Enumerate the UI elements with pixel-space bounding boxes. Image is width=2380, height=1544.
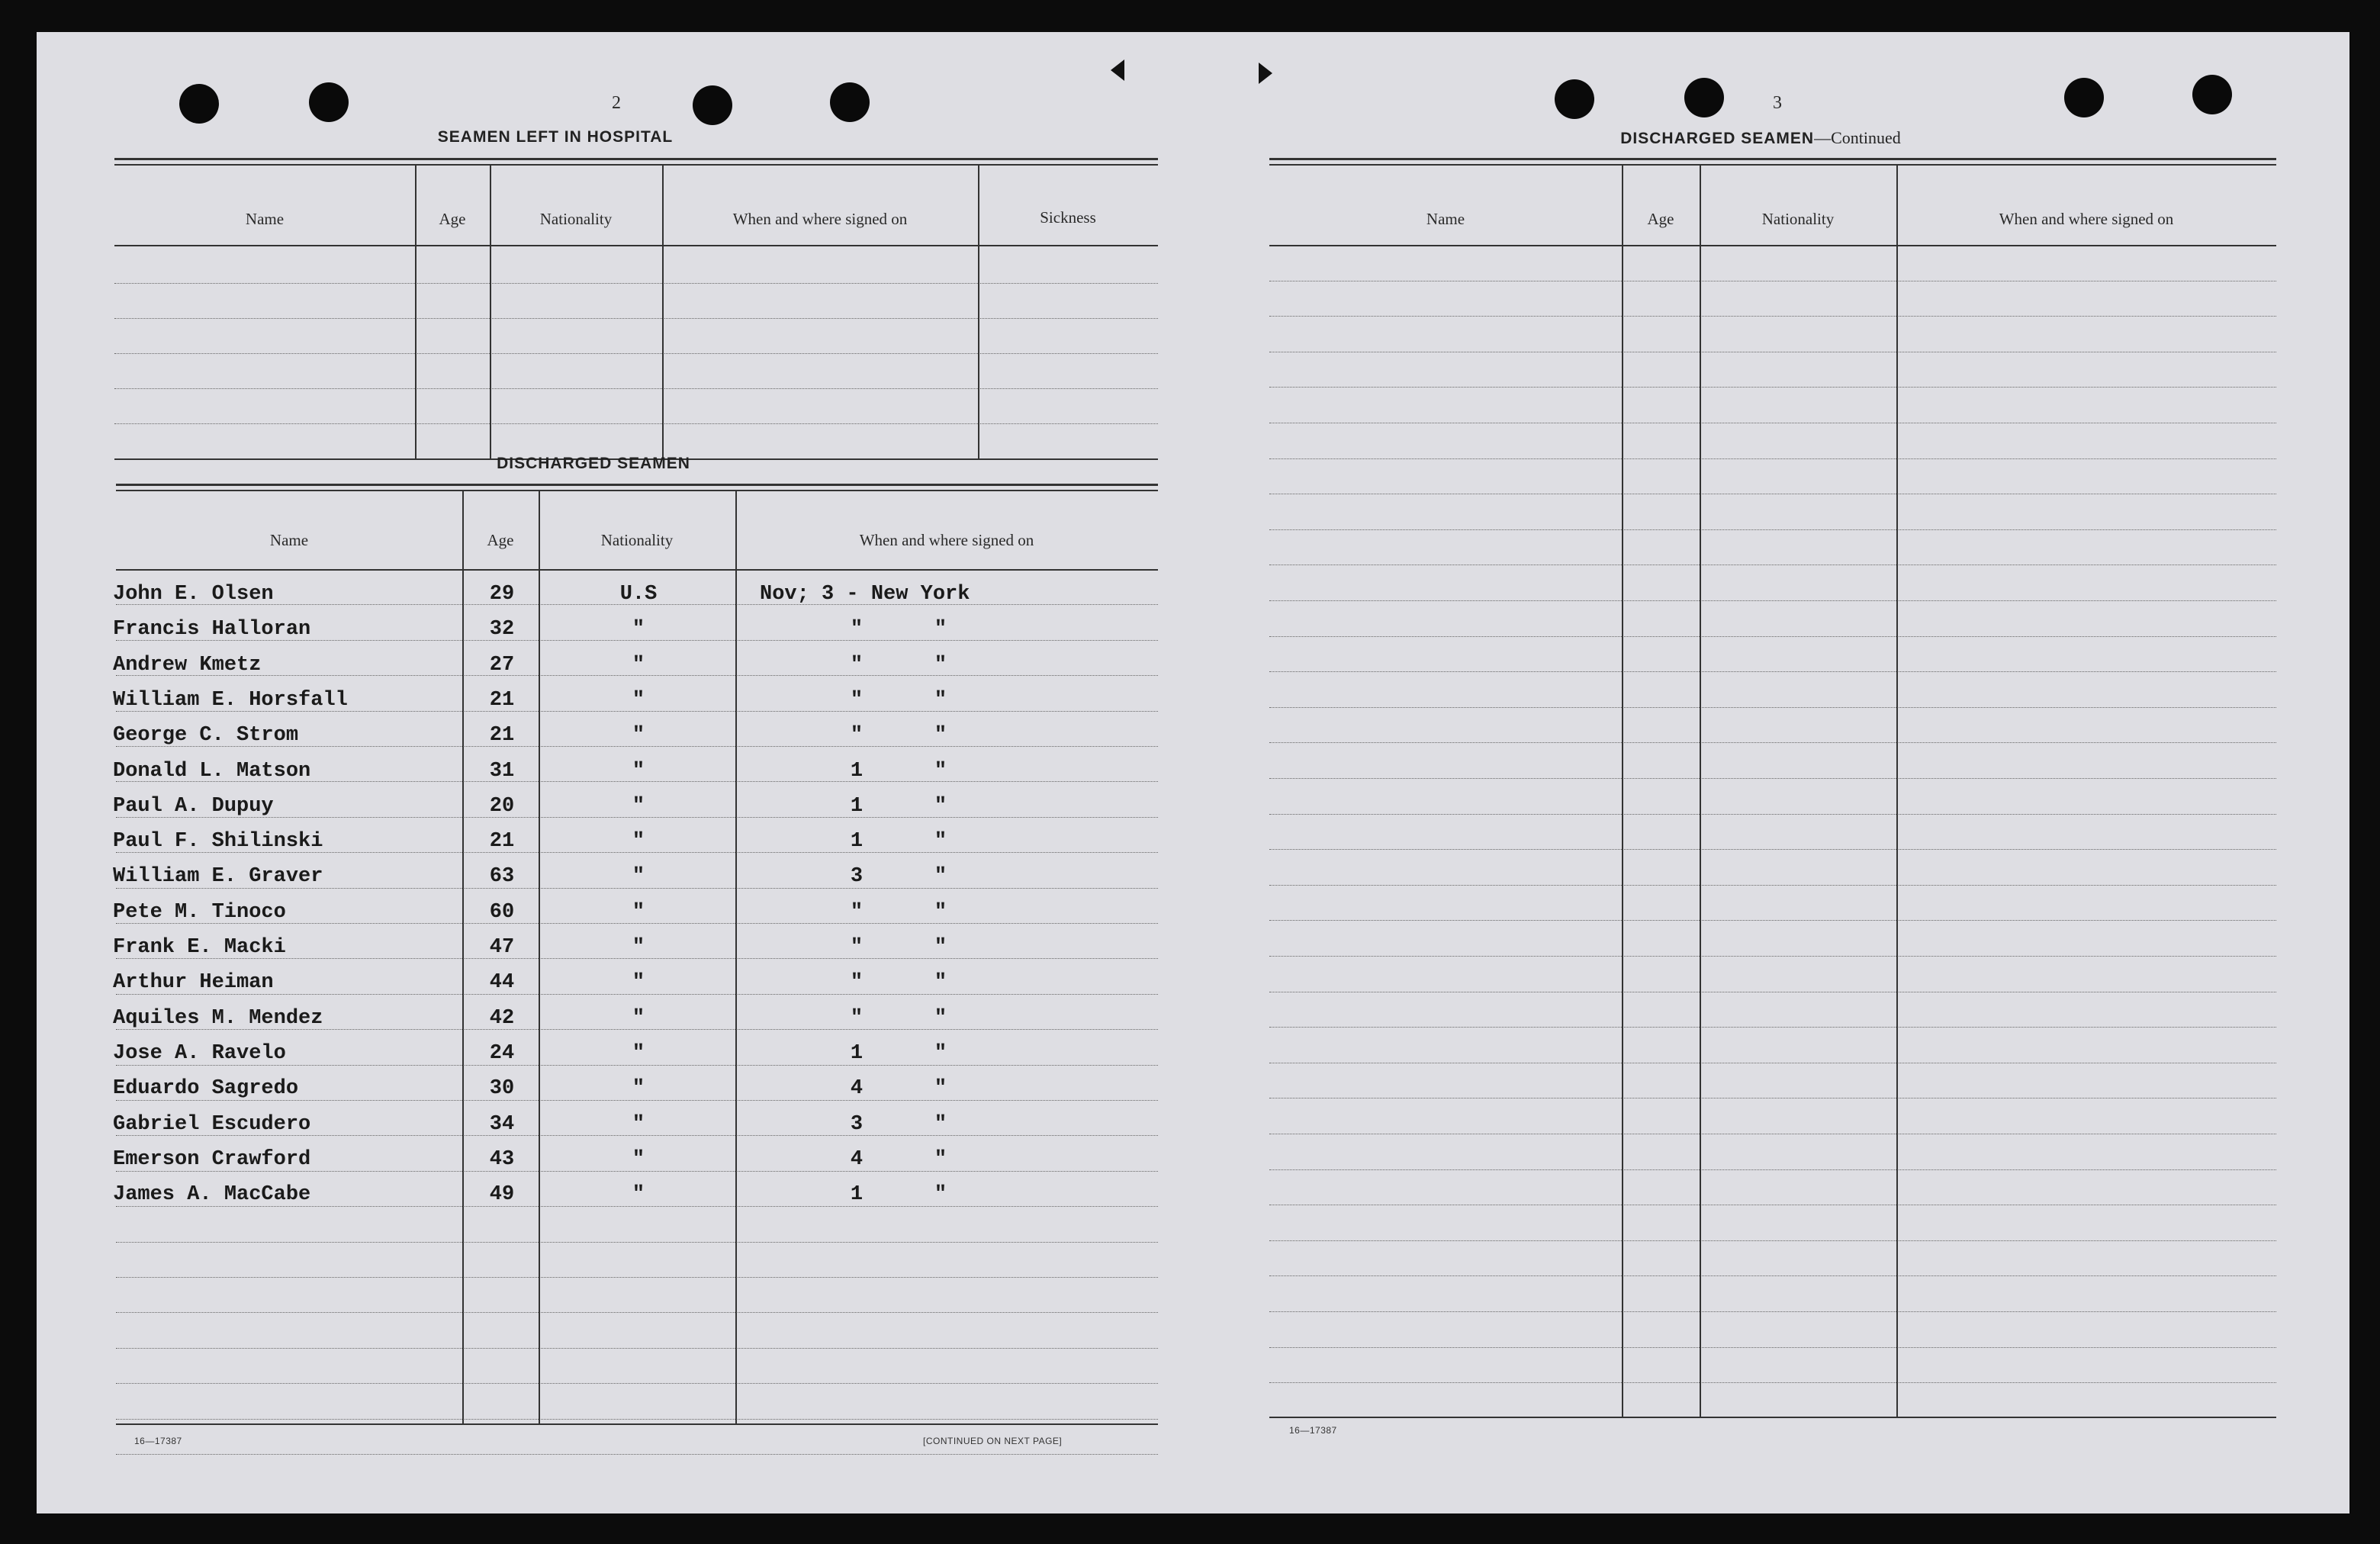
ruled-line xyxy=(1269,1275,2276,1276)
signed-on-day: 4 xyxy=(850,1147,864,1171)
seaman-name: Pete M. Tinoco xyxy=(113,900,286,924)
ruled-line xyxy=(1269,1027,2276,1028)
hospital-header-age: Age xyxy=(439,210,466,228)
signed-on-day: " xyxy=(850,900,864,924)
ruled-line xyxy=(1269,1169,2276,1170)
ruled-line xyxy=(116,1206,1158,1207)
ruled-line xyxy=(1269,742,2276,743)
ruled-line xyxy=(116,1135,1158,1136)
seaman-name: William E. Graver xyxy=(113,865,323,889)
seaman-age: 34 xyxy=(489,1112,515,1136)
seaman-age: 44 xyxy=(489,971,515,995)
ruled-line xyxy=(116,1419,1158,1420)
document-sheet xyxy=(37,32,2349,1513)
ruled-line xyxy=(1269,387,2276,388)
seaman-age: 21 xyxy=(489,830,515,854)
signed-on-day: 1 xyxy=(850,759,864,783)
seaman-nationality: " xyxy=(632,1077,645,1101)
signed-on-place: " xyxy=(934,688,947,712)
signed-on-place: " xyxy=(934,830,947,854)
ruled-line xyxy=(1269,636,2276,637)
seaman-age: 27 xyxy=(489,653,515,677)
binding-mark-left xyxy=(1111,60,1124,81)
binding-mark-right xyxy=(1259,63,1272,84)
seaman-age: 24 xyxy=(489,1041,515,1065)
ruled-line xyxy=(116,1312,1158,1313)
signed-on-day: 3 xyxy=(850,865,864,889)
ruled-line xyxy=(116,1171,1158,1172)
signed-on-place: " xyxy=(934,1147,947,1171)
continued-note: [CONTINUED ON NEXT PAGE] xyxy=(923,1436,1063,1446)
signed-on-day: 4 xyxy=(850,1077,864,1101)
signed-on-place: " xyxy=(934,865,947,889)
hospital-header-sickness: Sickness xyxy=(1040,208,1096,227)
seaman-nationality: " xyxy=(632,653,645,677)
discharged-header-signed-on: When and where signed on xyxy=(859,531,1034,549)
ruled-line xyxy=(1269,956,2276,957)
punch-hole xyxy=(1555,79,1594,119)
seaman-age: 49 xyxy=(489,1183,515,1207)
signed-on-day: " xyxy=(850,688,864,712)
ruled-line xyxy=(1269,707,2276,708)
ruled-line xyxy=(1269,778,2276,779)
discharged-continued-title-text: DISCHARGED SEAMEN xyxy=(1620,130,1815,147)
signed-on-day: " xyxy=(850,653,864,677)
seaman-nationality: " xyxy=(632,900,645,924)
ruled-line xyxy=(116,1454,1158,1455)
form-number-right: 16—17387 xyxy=(1289,1425,1337,1436)
seaman-name: Paul A. Dupuy xyxy=(113,794,274,818)
form-number-left: 16—17387 xyxy=(134,1436,182,1446)
punch-hole xyxy=(179,84,219,124)
seaman-name: Jose A. Ravelo xyxy=(113,1041,286,1065)
signed-on-place: " xyxy=(934,1077,947,1101)
ruled-line xyxy=(116,1348,1158,1349)
ruled-line xyxy=(1269,316,2276,317)
discharged-title: DISCHARGED SEAMEN xyxy=(497,455,690,472)
signed-on-day: 1 xyxy=(850,1041,864,1065)
punch-hole xyxy=(309,82,349,122)
signed-on-day: " xyxy=(850,1006,864,1030)
signed-on-day: " xyxy=(850,936,864,959)
signed-on-place: " xyxy=(934,653,947,677)
seaman-nationality: " xyxy=(632,936,645,959)
hospital-title: SEAMEN LEFT IN HOSPITAL xyxy=(437,128,674,146)
ruled-line xyxy=(1269,1311,2276,1312)
seaman-name: Gabriel Escudero xyxy=(113,1112,311,1136)
seaman-nationality: U.S xyxy=(619,583,658,606)
seaman-nationality: " xyxy=(632,759,645,783)
signed-on-place: " xyxy=(934,1006,947,1030)
seaman-name: Andrew Kmetz xyxy=(113,653,262,677)
seaman-name: George C. Strom xyxy=(113,724,299,748)
hospital-header-nationality: Nationality xyxy=(539,210,613,228)
seaman-nationality: " xyxy=(632,618,645,642)
seaman-name: Frank E. Macki xyxy=(113,936,286,959)
seaman-name: James A. MacCabe xyxy=(113,1183,311,1207)
seaman-name: Arthur Heiman xyxy=(113,971,274,995)
signed-on-day: 3 xyxy=(850,1112,864,1136)
seaman-age: 32 xyxy=(489,618,515,642)
seaman-age: 20 xyxy=(489,794,515,818)
punch-hole xyxy=(2192,75,2232,114)
ruled-line xyxy=(1269,1240,2276,1241)
seaman-age: 21 xyxy=(489,688,515,712)
seaman-nationality: " xyxy=(632,1041,645,1065)
seaman-nationality: " xyxy=(632,1112,645,1136)
seaman-age: 63 xyxy=(489,865,515,889)
signed-on-day: " xyxy=(850,618,864,642)
seaman-nationality: " xyxy=(632,1147,645,1171)
page-number-right: 3 xyxy=(1773,93,1782,113)
seaman-name: Aquiles M. Mendez xyxy=(113,1006,323,1030)
ruled-line xyxy=(116,1242,1158,1243)
discharged-header-age: Age xyxy=(487,531,514,549)
signed-on-place: " xyxy=(934,794,947,818)
seaman-age: 60 xyxy=(489,900,515,924)
ruled-line xyxy=(1269,600,2276,601)
signed-on-place: " xyxy=(934,618,947,642)
signed-on-place: " xyxy=(934,900,947,924)
continued-header-name: Name xyxy=(1426,210,1465,228)
signed-on-day: 1 xyxy=(850,794,864,818)
discharged-header-nationality: Nationality xyxy=(600,531,674,549)
signed-on-day: 1 xyxy=(850,830,864,854)
ruled-line xyxy=(1269,920,2276,921)
signed-on-place: " xyxy=(934,724,947,748)
signed-on-place: " xyxy=(934,759,947,783)
signed-on-place: " xyxy=(934,936,947,959)
signed-on-day: " xyxy=(850,971,864,995)
signed-on-day: 1 xyxy=(850,1183,864,1207)
signed-on-place: " xyxy=(934,1112,947,1136)
seaman-name: William E. Horsfall xyxy=(113,688,348,712)
ruled-line xyxy=(1269,849,2276,850)
ruled-line xyxy=(1269,458,2276,459)
seaman-age: 31 xyxy=(489,759,515,783)
punch-hole xyxy=(2064,78,2104,117)
seaman-age: 47 xyxy=(489,936,515,959)
punch-hole xyxy=(1684,78,1724,117)
ruled-line xyxy=(1269,814,2276,815)
seaman-nationality: " xyxy=(632,830,645,854)
ruled-line xyxy=(116,1383,1158,1384)
seaman-nationality: " xyxy=(632,865,645,889)
ruled-line xyxy=(1269,1347,2276,1348)
seaman-name: Emerson Crawford xyxy=(113,1147,311,1171)
seaman-nationality: " xyxy=(632,971,645,995)
page-number-left: 2 xyxy=(612,93,621,113)
seaman-age: 42 xyxy=(489,1006,515,1030)
hospital-table xyxy=(114,158,1158,463)
discharged-header-name: Name xyxy=(269,531,309,549)
seaman-nationality: " xyxy=(632,1006,645,1030)
ruled-line xyxy=(1269,1382,2276,1383)
seaman-age: 30 xyxy=(489,1077,515,1101)
signed-on-place: " xyxy=(934,1183,947,1207)
seaman-name: Eduardo Sagredo xyxy=(113,1077,299,1101)
signed-on-place: " xyxy=(934,971,947,995)
seaman-nationality: " xyxy=(632,794,645,818)
ruled-line xyxy=(116,1277,1158,1278)
signed-on: Nov; 3 - New York xyxy=(760,583,970,606)
seaman-name: Paul F. Shilinski xyxy=(113,830,323,854)
seaman-nationality: " xyxy=(632,688,645,712)
signed-on-place: " xyxy=(934,1041,947,1065)
ruled-line xyxy=(1269,529,2276,530)
seaman-name: Francis Halloran xyxy=(113,618,311,642)
signed-on-day: " xyxy=(850,724,864,748)
ruled-line xyxy=(1269,671,2276,672)
seaman-name: Donald L. Matson xyxy=(113,759,311,783)
hospital-header-signed-on: When and where signed on xyxy=(732,210,908,228)
punch-hole xyxy=(693,85,732,125)
hospital-header-name: Name xyxy=(245,210,285,228)
seaman-age: 21 xyxy=(489,724,515,748)
punch-hole xyxy=(830,82,870,122)
continued-header-nationality: Nationality xyxy=(1761,210,1835,228)
continued-header-signed-on: When and where signed on xyxy=(1999,210,2174,228)
seaman-nationality: " xyxy=(632,1183,645,1207)
seaman-name: John E. Olsen xyxy=(113,583,274,606)
discharged-continued-table xyxy=(1269,158,2276,1449)
ruled-line xyxy=(1269,885,2276,886)
discharged-continued-title xyxy=(1562,128,1959,148)
seaman-age: 43 xyxy=(489,1147,515,1171)
seaman-nationality: " xyxy=(632,724,645,748)
continued-header-age: Age xyxy=(1647,210,1674,228)
continued-suffix: —Continued xyxy=(1814,128,1901,147)
seaman-age: 29 xyxy=(489,583,515,606)
